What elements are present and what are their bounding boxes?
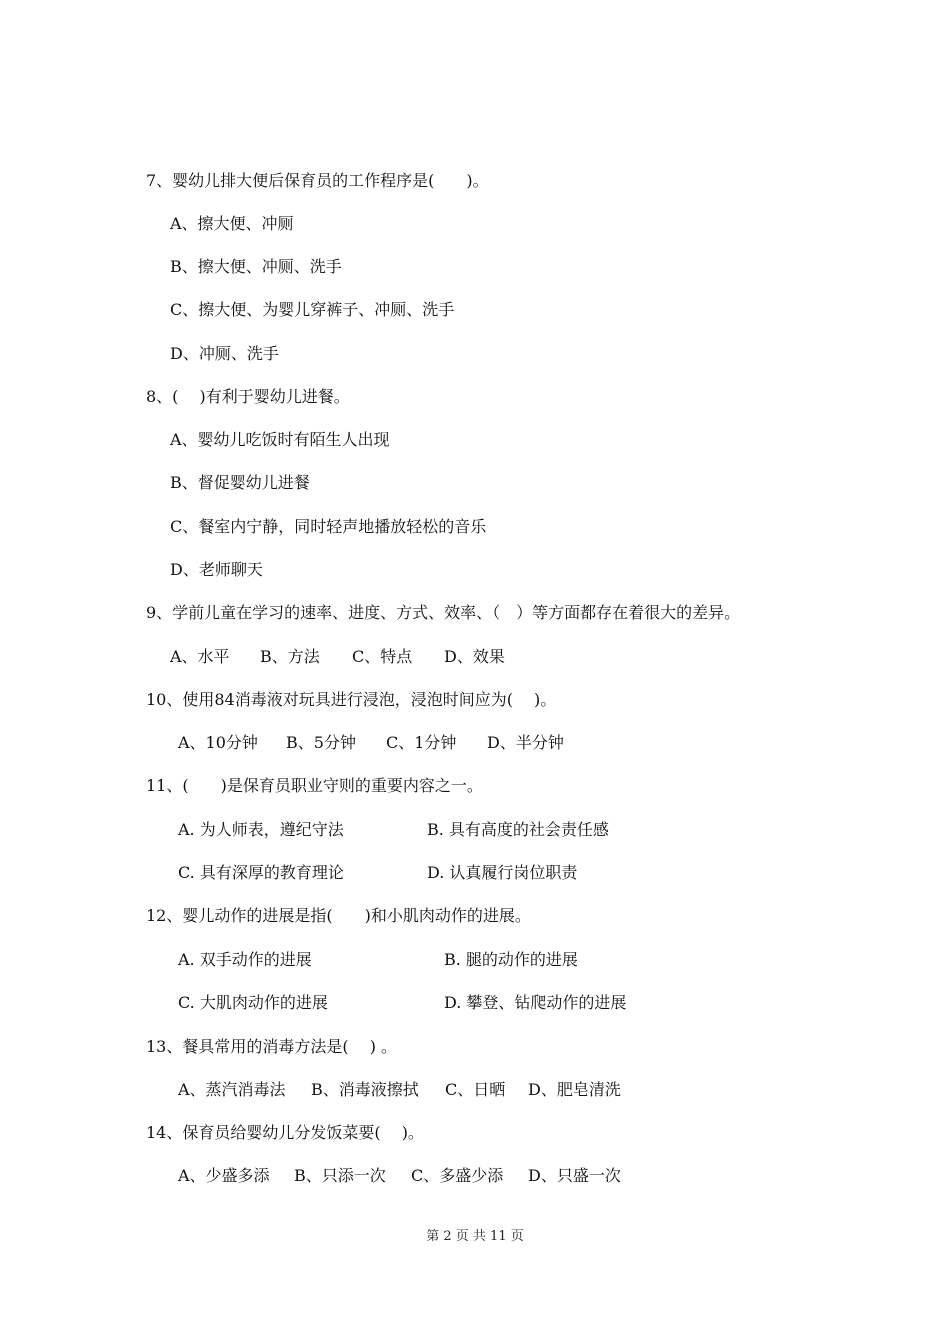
- question-9-option-c: C、特点: [352, 647, 413, 666]
- question-10-option-b: B、5分钟: [286, 733, 356, 752]
- question-7-option-d: D、冲厕、洗手: [170, 344, 279, 363]
- question-11-option-c: C. 具有深厚的教育理论: [178, 863, 344, 882]
- question-13-option-d: D、肥皂清洗: [528, 1080, 621, 1099]
- question-8-option-d: D、老师聊天: [170, 560, 263, 579]
- question-8-option-a: A、婴幼儿吃饭时有陌生人出现: [170, 430, 390, 449]
- question-10-stem: 10、使用84消毒液对玩具进行浸泡，浸泡时间应为( )。: [146, 690, 557, 709]
- question-10-option-d: D、半分钟: [487, 733, 564, 752]
- question-14-stem: 14、保育员给婴幼儿分发饭菜要( )。: [146, 1123, 424, 1142]
- question-12-stem: 12、婴儿动作的进展是指( )和小肌肉动作的进展。: [146, 906, 531, 925]
- question-8-stem: 8、( )有利于婴幼儿进餐。: [146, 387, 350, 406]
- question-11-option-a: A. 为人师表，遵纪守法: [178, 820, 344, 839]
- question-12-option-c: C. 大肌肉动作的进展: [178, 993, 328, 1012]
- question-14-option-a: A、少盛多添: [178, 1166, 270, 1185]
- question-11-option-b: B. 具有高度的社会责任感: [427, 820, 609, 839]
- question-13-option-b: B、消毒液擦拭: [311, 1080, 419, 1099]
- question-12-option-a: A. 双手动作的进展: [178, 950, 312, 969]
- question-13-stem: 13、餐具常用的消毒方法是( ) 。: [146, 1037, 398, 1056]
- question-10-option-a: A、10分钟: [178, 733, 258, 752]
- question-10-option-c: C、1分钟: [386, 733, 457, 752]
- question-13-option-a: A、蒸汽消毒法: [178, 1080, 286, 1099]
- question-7-option-c: C、擦大便、为婴儿穿裤子、冲厕、洗手: [170, 300, 455, 319]
- question-7-option-b: B、擦大便、冲厕、洗手: [170, 257, 342, 276]
- question-13-option-c: C、日晒: [445, 1080, 506, 1099]
- page-footer: 第 2 页 共 11 页: [426, 1229, 524, 1244]
- question-7-option-a: A、擦大便、冲厕: [170, 214, 294, 233]
- question-11-option-d: D. 认真履行岗位职责: [427, 863, 578, 882]
- question-14-option-b: B、只添一次: [294, 1166, 386, 1185]
- question-9-option-b: B、方法: [260, 647, 320, 666]
- question-7-stem: 7、婴幼儿排大便后保育员的工作程序是( )。: [146, 171, 489, 190]
- question-8-option-b: B、督促婴幼儿进餐: [170, 473, 310, 492]
- question-12-option-b: B. 腿的动作的进展: [444, 950, 578, 969]
- question-9-option-a: A、水平: [170, 647, 230, 666]
- question-9-option-d: D、效果: [444, 647, 505, 666]
- question-14-option-d: D、只盛一次: [528, 1166, 621, 1185]
- question-8-option-c: C、餐室内宁静，同时轻声地播放轻松的音乐: [170, 517, 487, 536]
- question-12-option-d: D. 攀登、钻爬动作的进展: [444, 993, 627, 1012]
- question-14-option-c: C、多盛少添: [411, 1166, 504, 1185]
- question-11-stem: 11、( )是保育员职业守则的重要内容之一。: [146, 776, 483, 795]
- question-9-stem: 9、学前儿童在学习的速率、进度、方式、效率、（ ）等方面都存在着很大的差异。: [146, 603, 741, 622]
